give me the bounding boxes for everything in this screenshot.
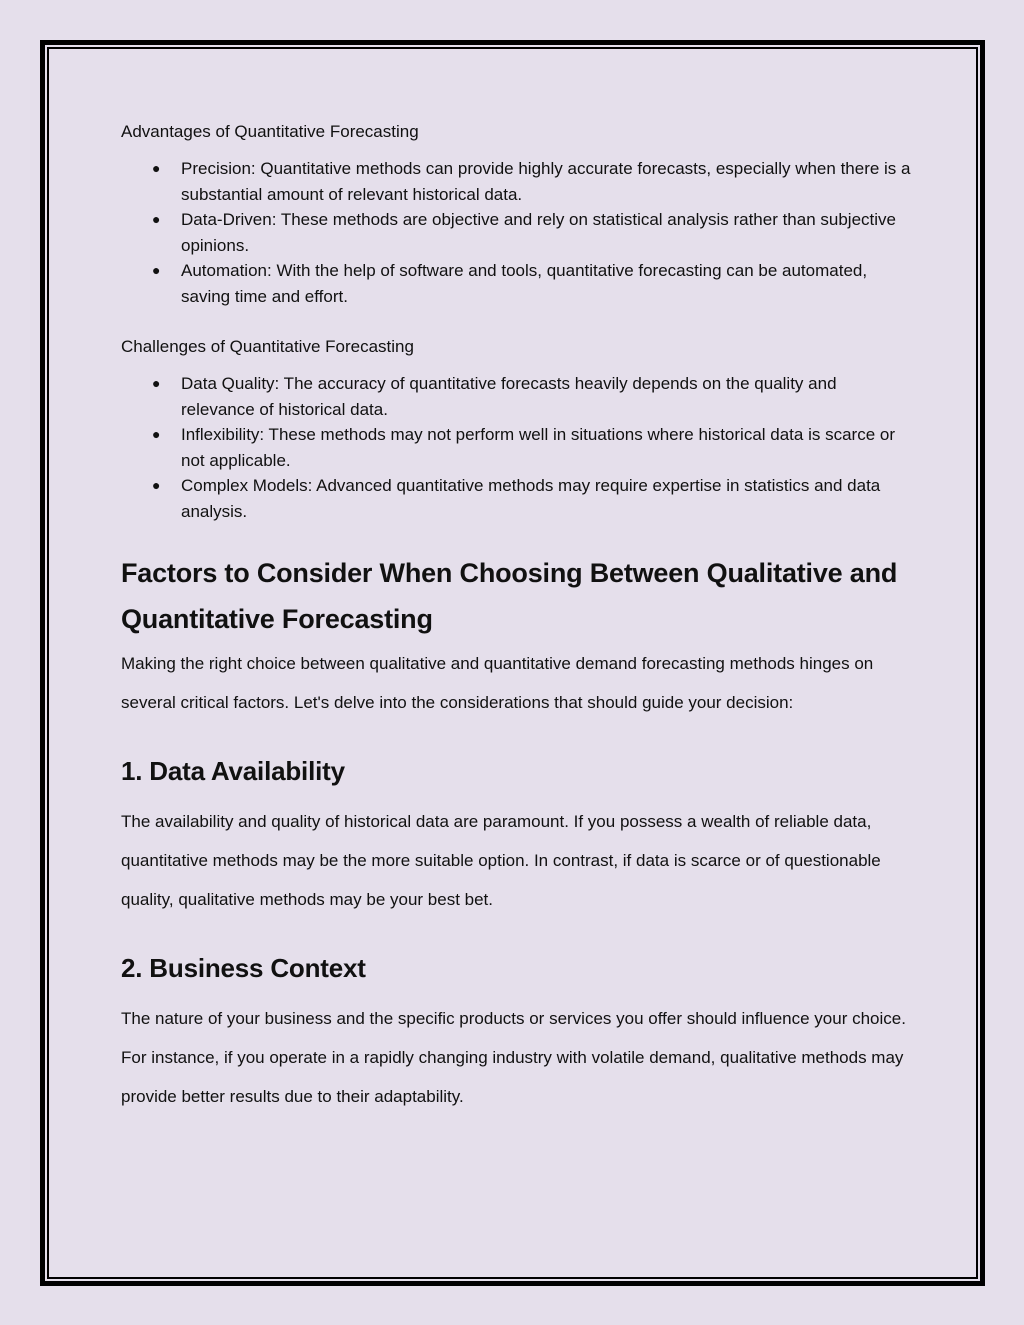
list-item: ● Complex Models: Advanced quantitative methods may require expertise in statistics and data analysis. bbox=[121, 473, 911, 524]
list-item: ● Precision: Quantitative methods can provide highly accurate forecasts, especially when there is a substantial amount of relevant historical data. bbox=[121, 156, 911, 207]
list-item: ● Automation: With the help of software and tools, quantitative forecasting can be automated, saving time and effort. bbox=[121, 258, 911, 309]
bullet-icon: ● bbox=[152, 211, 161, 227]
factors-title: Factors to Consider When Choosing Between Qualitative and Quantitative Forecasting bbox=[121, 558, 898, 634]
section-title-business-context: 2. Business Context bbox=[121, 953, 366, 983]
list-item: ● Data-Driven: These methods are objective and rely on statistical analysis rather than subjective opinions. bbox=[121, 207, 911, 258]
factors-intro: Making the right choice between qualitative and quantitative demand forecasting methods hinges on several critical factors. Let's delve into the considerations that should guide your decision: bbox=[121, 654, 874, 712]
section-title-data-availability: 1. Data Availability bbox=[121, 756, 345, 786]
advantages-list bbox=[121, 156, 911, 309]
section-body-business-context: The nature of your business and the specific products or services you offer should influence your choice. For instance, if you operate in a rapidly changing industry with volatile demand, qualitative methods may provide better results due to their adaptability. bbox=[121, 1009, 906, 1106]
list-item: ● Data Quality: The accuracy of quantitative forecasts heavily depends on the quality and relevance of historical data. bbox=[121, 371, 911, 422]
bullet-icon: ● bbox=[152, 426, 161, 442]
list-item: ● Inflexibility: These methods may not perform well in situations where historical data is scarce or not applicable. bbox=[121, 422, 911, 473]
section-body-data-availability: The availability and quality of historical data are paramount. If you possess a wealth of reliable data, quantitative methods may be the more suitable option. In contrast, if data is scarce or of questionable quality, qualitative methods may be your best bet. bbox=[121, 812, 881, 909]
advantages-heading: Advantages of Quantitative Forecasting bbox=[121, 122, 419, 141]
challenges-heading: Challenges of Quantitative Forecasting bbox=[121, 337, 414, 356]
bullet-icon: ● bbox=[152, 262, 161, 278]
challenges-list bbox=[121, 371, 911, 524]
bullet-icon: ● bbox=[152, 160, 161, 176]
document-content bbox=[121, 119, 911, 1116]
bullet-icon: ● bbox=[152, 477, 161, 493]
bullet-icon: ● bbox=[152, 375, 161, 391]
